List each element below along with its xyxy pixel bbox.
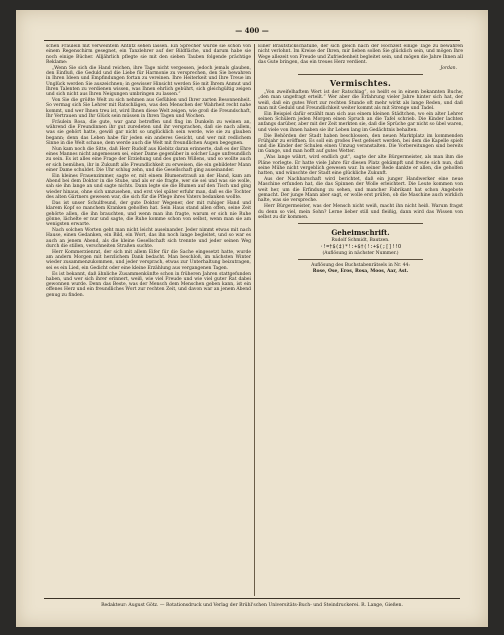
section-separator xyxy=(298,259,423,260)
section-heading: Vermischtes. xyxy=(329,78,392,89)
paragraph: Herr Bürgermeister, was der Mensch nicht weiß, macht ihn nicht heiß. Warum fragst du denn so viel, mein Sohn? Lerne lieber still und fleißig, dann wird das Wissen von selbst zu dir kommen. xyxy=(258,204,463,220)
paragraph: „Wenn Sie sich die Hand reichen, ihre Tage nicht vergessen, jedoch jemals glauben, den Einfluß, die Geduld und die Liebe für Harmonie zu versprechen, den Sie bewahren in Ihren Ideen und Empfindungen fortan zu vereinen. Ihre Heiterkeit und Ihre Treue im Unglück werden Sie auszeichnen; in gewisser Hinsicht werden Sie mit Ihrem Anmut und Ihren Talenten zu verdienen wissen, was Ihnen ehrlich gebührt, sich gleichgültig zeigen und sich nicht aus Ihren Neigungen umbringen zu lassen.“ xyxy=(46,65,251,98)
imprint-footer: Redakteur: August Götz. — Rotationsdruck und Verlag der Brühl'schen Universitäts-Buch- und Steindruckerei. R. Lange, Gießen. xyxy=(101,603,403,608)
paragraph: Fräulein Rosa, die gute, war ganz betroffen und fing im Dunkeln zu weinen an, während die Freundinnen ihr gut zuredeten und ihr versprachen, daß sie nach allem, was sie gehört hatte, gewiß gar nicht so unglücklich sein werde, wie sie zu glauben begann; denn das Leben habe für jeden ein anderes Gesicht, und wer mit redlichem Sinne in die Welt schaue, dem werde auch die Welt mit freundlichen Augen begegnen. xyxy=(46,119,251,146)
page-header xyxy=(44,24,460,38)
paragraph: Aus der Nachbarschaft wird berichtet, daß ein junger Handwerker eine neue Maschine erfunden hat, die das Spinnen der Wolle erleichtert. Die Leute kommen von weit her, um die Erfindung zu sehen, und mancher Fabrikant hat schon Angebote gemacht. Der junge Mann aber sagt, er wolle erst prüfen, ob die Maschine auch wirklich halte, was sie verspreche. xyxy=(258,177,463,204)
paragraph: Die Behörden der Stadt haben beschlossen, den neuen Marktplatz im kommenden Frühjahr zu eröffnen. Es soll ein großes Fest gefeiert werden, bei dem die Kapelle spielt und die Kinder der Schulen einen Umzug veranstalten. Die Vorbereitungen sind bereits im Gange, und man hofft auf gutes Wetter. xyxy=(258,133,463,155)
newspaper-page xyxy=(16,10,488,627)
section-separator xyxy=(298,74,423,75)
paragraph: Nach solchen Worten geht man nicht leicht auseinander. Jeder nimmt etwas mit nach Hause, einen Gedanken, ein Bild, ein Wort, das ihn noch lange begleitet, und so war es auch an jenem Abend, als die kleine Gesellschaft sich trennte und jeder seinen Weg durch die stillen, verschneiten Straßen suchte. xyxy=(46,228,251,249)
right-column xyxy=(258,44,463,594)
left-column xyxy=(46,44,251,594)
solution-label: Auflösung des Buchstabenrätsels in Nr. 44: xyxy=(311,263,410,269)
section-separator xyxy=(298,223,423,224)
cipher-note: (Auflösung in nächster Nummer.) xyxy=(322,251,399,257)
puzzle-heading: Geheimschrift. xyxy=(331,228,390,238)
paragraph: schen Fräulein mit verweintem Antlitz sehen lassen. Ein Sprecher würde sie schon von einem Regenschirm gesegnet, ein Tanzlehrer auf der Bildfläche, und darum habe sie noch einige Bücher. Alljährlich pflegte sie mit den sieben Tauben folgende prächtige Reklame: xyxy=(46,44,251,65)
author-signature: Jordan. xyxy=(440,65,457,71)
paragraph: Ein kleines Frauenzimmer, sagte er, mit einem Blumenstrauß an der Hand, kam am Abend bei dem Doktor in die Stube, und als er sie fragte, wer sie sei und was sie wolle, sah sie ihn lange an und sagte nichts. Dann legte sie die Blumen auf den Tisch und ging wieder hinaus, ohne sich umzusehen, und erst viel später erfuhr man, daß es die Tochter des alten Gärtners gewesen war, die sich für die Pflege ihres Vaters bedanken wollte. xyxy=(46,173,251,200)
paragraph: Nun kam noch die Sitte, daß Herr Rudolf aus Kiebitz daran erinnerte, daß es der Ehre eines Mannes nicht angemessen sei, einer Dame gegenüber in solcher Lage unfreundlich zu sein. Es ist alles eine Frage der Erziehung und des guten Willens, und so wollte auch er sich bemühen, ihr in Zukunft alle Freundlichkeit zu erweisen, die ein gebildeter Mann einer Dame schuldet. Die Uhr schlug zehn, und die Gesellschaft ging auseinander. xyxy=(46,146,251,173)
solution-text: Rose, Ose, Eros, Rosa, Moos, Aar, Ast. xyxy=(312,269,409,275)
puzzle-credit: Rudolf Schmidt, Bautzen. xyxy=(331,238,390,244)
paragraph: Das ist unser Schulfreund, der gute Doktor Wegener, der mit ruhiger Hand und klarem Kopf so manchem Kranken geholfen hat. Sein Haus stand allen offen, seine Zeit gehörte allen, die ihn brauchten, und wenn man ihn fragte, warum er sich nie Ruhe gönne, lächelte er nur und sagte, die Ruhe komme schon von selbst, wenn man sie am wenigsten erwarte. xyxy=(46,201,251,228)
page-number: — 400 — xyxy=(235,26,269,35)
cipher-line: ·!=†$(‡)*!:+$†(!:+$(;[]!!O xyxy=(319,244,402,251)
footer-rule xyxy=(44,598,460,599)
paragraph: Es ist bekannt, daß ähnliche Zusammenkünfte schon in früheren Jahren stattgefunden haben, und wer sich ihrer erinnert, weiß, wie viel Freude und wie viel guter Rat dabei gewonnen wurde. Denn das Beste, was der Mensch dem Menschen geben kann, ist ein offenes Herz und ein freundliches Wort zur rechten Zeit, und davon war an jenem Abend genug zu finden. xyxy=(46,271,251,298)
header-rule xyxy=(44,40,460,41)
paragraph: Ein Beispiel dafür erzählt man sich aus einem kleinen Städtchen, wo ein alter Lehrer seinen Schülern jeden Morgen einen Spruch an die Tafel schrieb. Die Kinder lachten anfangs darüber, aber mit der Zeit merkten sie, daß die Sprüche gar nicht so übel waren, und viele von ihnen haben sie ihr Leben lang im Gedächtnis behalten. xyxy=(258,111,463,133)
paragraph: Herr Kommerzienrat, der sich mit allem Eifer für die Sache eingesetzt hatte, wurde am andern Morgen mit herzlichem Dank bedacht. Man beschloß, im nächsten Winter wieder zusammenzukommen, und jeder versprach, etwas zur Unterhaltung beizutragen, sei es ein Lied, ein Gedicht oder eine kleine Erzählung aus vergangenen Tagen. xyxy=(46,249,251,271)
paragraph: „Was lange währt, wird endlich gut“, sagte der alte Bürgermeister, als man ihm die Pläne vorlegte. Er hatte viele Jahre für diesen Platz gekämpft und freute sich nun, daß seine Mühe nicht vergeblich gewesen war. In seiner Rede dankte er allen, die geholfen hatten, und wünschte der Stadt eine glückliche Zukunft. xyxy=(258,155,463,177)
paragraph: Von Sie die größte Welt zu sich nehmen aus Gefühlen und Ihrer zarten Besonnenheit. So vermag sich Sie Lehrer mit Ratschlägen, was den Menschen der Wahrheit recht nahe kommt, und wer Ihnen treu ist, wird Ihnen diese Welt zeigen, wie groß die Freundschaft, Ihr Vertrauen und Ihr Glück sein müssen in Ihren Tagen und Wochen. xyxy=(46,98,251,119)
story-ending: Einer Brautstickschatulle, der sich gleich nach der Hochzeit einige Tage zu bewahren nicht verlohnt. Im Kreise der Ihren, mir lieben sollen Sie glücklich sein, und mögen Ihre Wege allezeit von Freude und Zufriedenheit begleitet sein, und mögen die Jahre Ihnen all das Gute bringen, das ein treues Herz verdient. xyxy=(258,44,463,65)
paragraph: „Von zweifelhaftem Wert ist der Ratschlag“, so heißt es in einem bekannten Buche, „den man ungefragt erteilt.“ Wer aber die Erfahrung vieler Jahre hinter sich hat, der weiß, daß ein gutes Wort zur rechten Stunde oft mehr wirkt als lange Reden, und daß man mit Geduld und Freundlichkeit weiter kommt als mit Strenge und Tadel. xyxy=(258,90,463,111)
column-divider xyxy=(254,44,255,596)
